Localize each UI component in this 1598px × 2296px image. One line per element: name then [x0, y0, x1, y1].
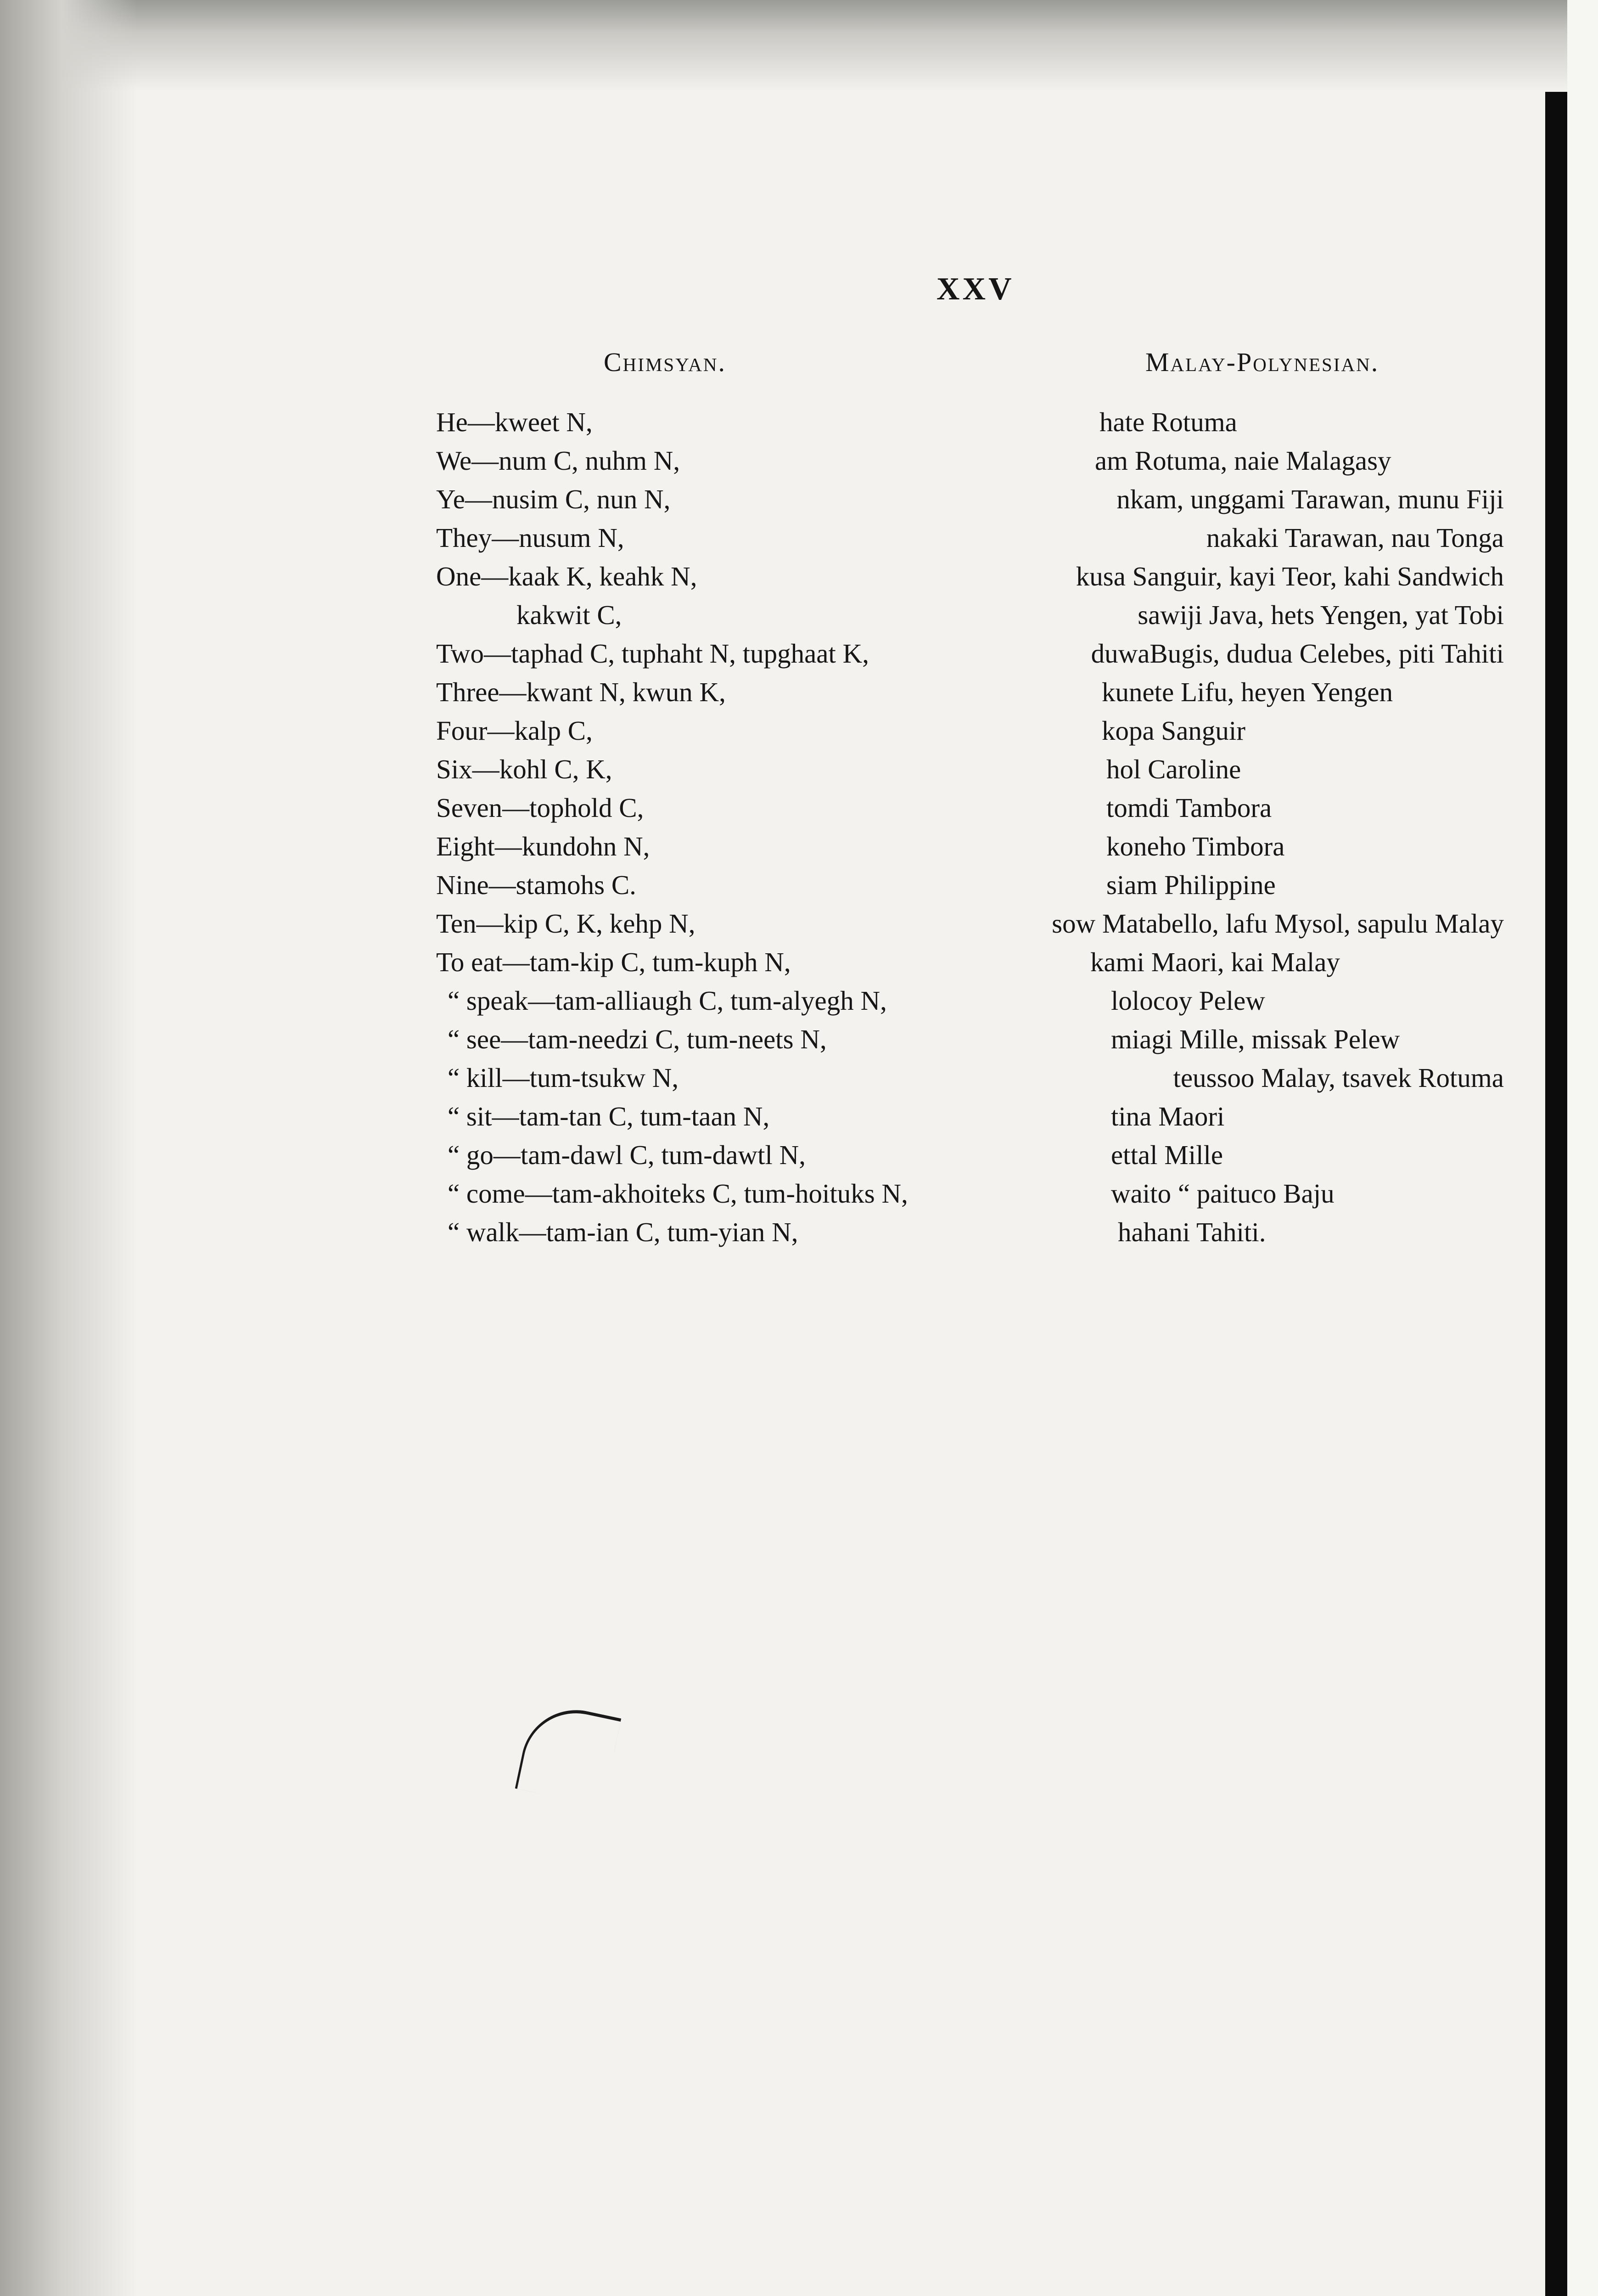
malay-entry: sawiji Java, hets Yengen, yat Tobi — [1138, 600, 1504, 630]
chimsyan-entry: Two—taphad C, tuphaht N, tupghaat K, — [436, 638, 869, 669]
malay-entry: tomdi Tambora — [1106, 793, 1272, 823]
malay-entry: lolocoy Pelew — [1111, 985, 1265, 1016]
page-number: XXV — [936, 271, 1015, 307]
chimsyan-entry: Eight—kundohn N, — [436, 831, 650, 861]
chimsyan-entry: “ come—tam-akhoiteks C, tum-hoituks N, — [448, 1178, 908, 1209]
malay-entry: tina Maori — [1111, 1101, 1225, 1131]
malay-entry: sow Matabello, lafu Mysol, sapulu Malay — [1052, 908, 1504, 939]
chimsyan-entry: Seven—tophold C, — [436, 793, 644, 823]
chimsyan-entry: “ sit—tam-tan C, tum-taan N, — [448, 1101, 770, 1131]
chimsyan-entry: He—kweet N, — [436, 407, 593, 437]
chimsyan-entry: Ten—kip C, K, kehp N, — [436, 908, 695, 939]
malay-entry: waito “ paituco Baju — [1111, 1178, 1334, 1209]
scan-edge-top — [0, 0, 1598, 92]
malay-entry: nkam, unggami Tarawan, munu Fiji — [1116, 484, 1504, 514]
chimsyan-entry: They—nusum N, — [436, 523, 624, 553]
malay-entry: hol Caroline — [1106, 754, 1241, 784]
chimsyan-entry: “ walk—tam-ian C, tum-yian N, — [448, 1217, 798, 1247]
malay-entry: nakaki Tarawan, nau Tonga — [1206, 523, 1504, 553]
malay-entry: hahani Tahiti. — [1118, 1217, 1266, 1247]
heading-chimsyan: Chimsyan. — [604, 347, 726, 377]
malay-entry: kunete Lifu, heyen Yengen — [1102, 677, 1393, 707]
chimsyan-entry: “ see—tam-needzi C, tum-neets N, — [448, 1024, 827, 1054]
chimsyan-entry: “ kill—tum-tsukw N, — [448, 1063, 679, 1093]
chimsyan-entry: Six—kohl C, K, — [436, 754, 612, 784]
scan-edge-left — [0, 0, 138, 2296]
binding-shadow — [1545, 92, 1567, 2296]
malay-entry: koneho Timbora — [1106, 831, 1285, 861]
chimsyan-entry: Three—kwant N, kwun K, — [436, 677, 726, 707]
malay-entry: kopa Sanguir — [1102, 715, 1245, 746]
chimsyan-entry: Four—kalp C, — [436, 715, 593, 746]
malay-entry: am Rotuma, naie Malagasy — [1095, 445, 1391, 476]
chimsyan-entry: Ye—nusim C, nun N, — [436, 484, 671, 514]
malay-entry: teussoo Malay, tsavek Rotuma — [1173, 1063, 1504, 1093]
heading-malay-polynesian: Malay-Polynesian. — [1145, 347, 1379, 377]
malay-entry: ettal Mille — [1111, 1140, 1223, 1170]
chimsyan-entry: “ go—tam-dawl C, tum-dawtl N, — [448, 1140, 806, 1170]
chimsyan-entry: To eat—tam-kip C, tum-kuph N, — [436, 947, 791, 977]
malay-entry: kusa Sanguir, kayi Teor, kahi Sandwich — [1076, 561, 1504, 591]
malay-entry: duwaBugis, dudua Celebes, piti Tahiti — [1091, 638, 1504, 669]
chimsyan-entry: kakwit C, — [516, 600, 622, 630]
malay-entry: kami Maori, kai Malay — [1090, 947, 1340, 977]
malay-entry: hate Rotuma — [1099, 407, 1237, 437]
chimsyan-entry: Nine—stamohs C. — [436, 870, 636, 900]
chimsyan-entry: We—num C, nuhm N, — [436, 445, 680, 476]
ink-stroke — [515, 1700, 622, 1807]
malay-entry: miagi Mille, missak Pelew — [1111, 1024, 1400, 1054]
malay-entry: siam Philippine — [1106, 870, 1276, 900]
chimsyan-entry: “ speak—tam-alliaugh C, tum-alyegh N, — [448, 985, 887, 1016]
next-page-strip — [1567, 0, 1598, 2296]
chimsyan-entry: One—kaak K, keahk N, — [436, 561, 697, 591]
